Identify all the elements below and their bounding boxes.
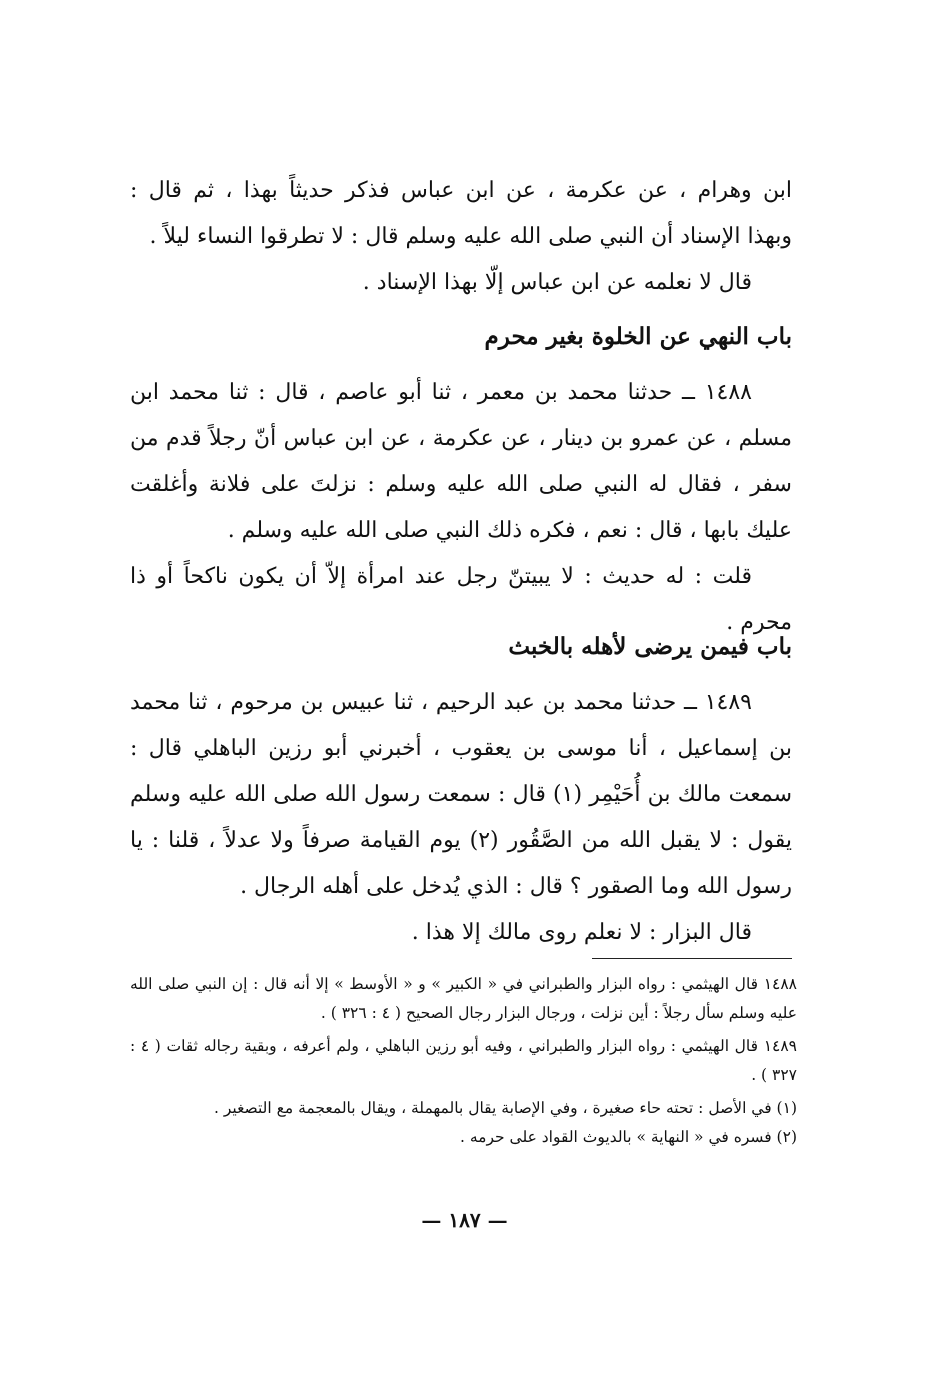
footnote-1489: ١٤٨٩ قال الهيثمي : رواه البزار والطبراني ، وفيه أبو رزين الباهلي ، ولم أعرفه ، وبقية رجاله ثقات ( ٤ : ٣٢٧ ) .: [130, 1037, 797, 1084]
footnote-2: (٢) فسره في « النهاية » بالديوث القواد على حرمه .: [460, 1128, 797, 1146]
intro-line-3: قال لا نعلمه عن ابن عباس إلّا بهذا الإسناد .: [362, 270, 752, 295]
main-text: [130, 168, 792, 306]
footnote-divider: [592, 958, 792, 959]
section-1-note: قلت : له حديث : لا يبيتنّ رجل عند امرأة إلاّ أن يكون ناكحاً أو ذا محرم .: [130, 564, 792, 635]
section-2: [130, 622, 792, 956]
page-number: — ١٨٧ —: [421, 1208, 508, 1232]
section-1: [130, 312, 792, 646]
hadith-1488: ١٤٨٨ ــ حدثنا محمد بن معمر ، ثنا أبو عاصم ، قال : ثنا محمد ابن مسلم ، عن عمرو بن دينار ، عن عكرمة ، عن ابن عباس أنّ رجلاً قدم من سفر ، فقال له النبي صلى الله عليه وسلم : نزلتَ على فلانة وأغلقت عليك بابها ، قال : نعم ، فكره ذلك النبي صلى الله عليه وسلم .: [130, 380, 792, 543]
intro-line-2: وبهذا الإسناد أن النبي صلى الله عليه وسلم قال : لا تطرقوا النساء ليلاً .: [149, 224, 792, 249]
section-1-heading: باب النهي عن الخلوة بغير محرم: [484, 323, 792, 350]
hadith-1489: ١٤٨٩ ــ حدثنا محمد بن عبد الرحيم ، ثنا عبيس بن مرحوم ، ثنا محمد بن إسماعيل ، أنا موسى بن يعقوب ، أخبرني أبو رزين الباهلي قال : سمعت مالك بن أُحَيْمِر (١) قال : سمعت رسول الله صلى الله عليه وسلم يقول : لا يقبل الله من الصَّقُور (٢) يوم القيامة صرفاً ولا عدلاً ، قلنا : يا رسول الله وما الصقور ؟ قال : الذي يُدخل على أهله الرجال .: [130, 690, 793, 899]
section-2-note: قال البزار : لا نعلم روى مالك إلا هذا .: [411, 920, 752, 945]
section-2-heading: باب فيمن يرضى لأهله بالخبث: [508, 633, 792, 660]
intro-line-1: ابن وهرام ، عن عكرمة ، عن ابن عباس فذكر حديثاً بهذا ، ثم قال :: [130, 178, 792, 203]
footnote-1: (١) في الأصل : تحته حاء صغيرة ، وفي الإصابة يقال بالمهملة ، ويقال بالمعجمة مع التصغير .: [214, 1099, 797, 1117]
footnote-1488: ١٤٨٨ قال الهيثمي : رواه البزار والطبراني في « الكبير » و « الأوسط » إلا أنه قال : إن النبي صلى الله عليه وسلم سأل رجلاً : أين نزلت ، ورجال البزار رجال الصحيح ( ٤ : ٣٢٦ ) .: [130, 975, 797, 1022]
footnotes: [130, 970, 797, 1152]
